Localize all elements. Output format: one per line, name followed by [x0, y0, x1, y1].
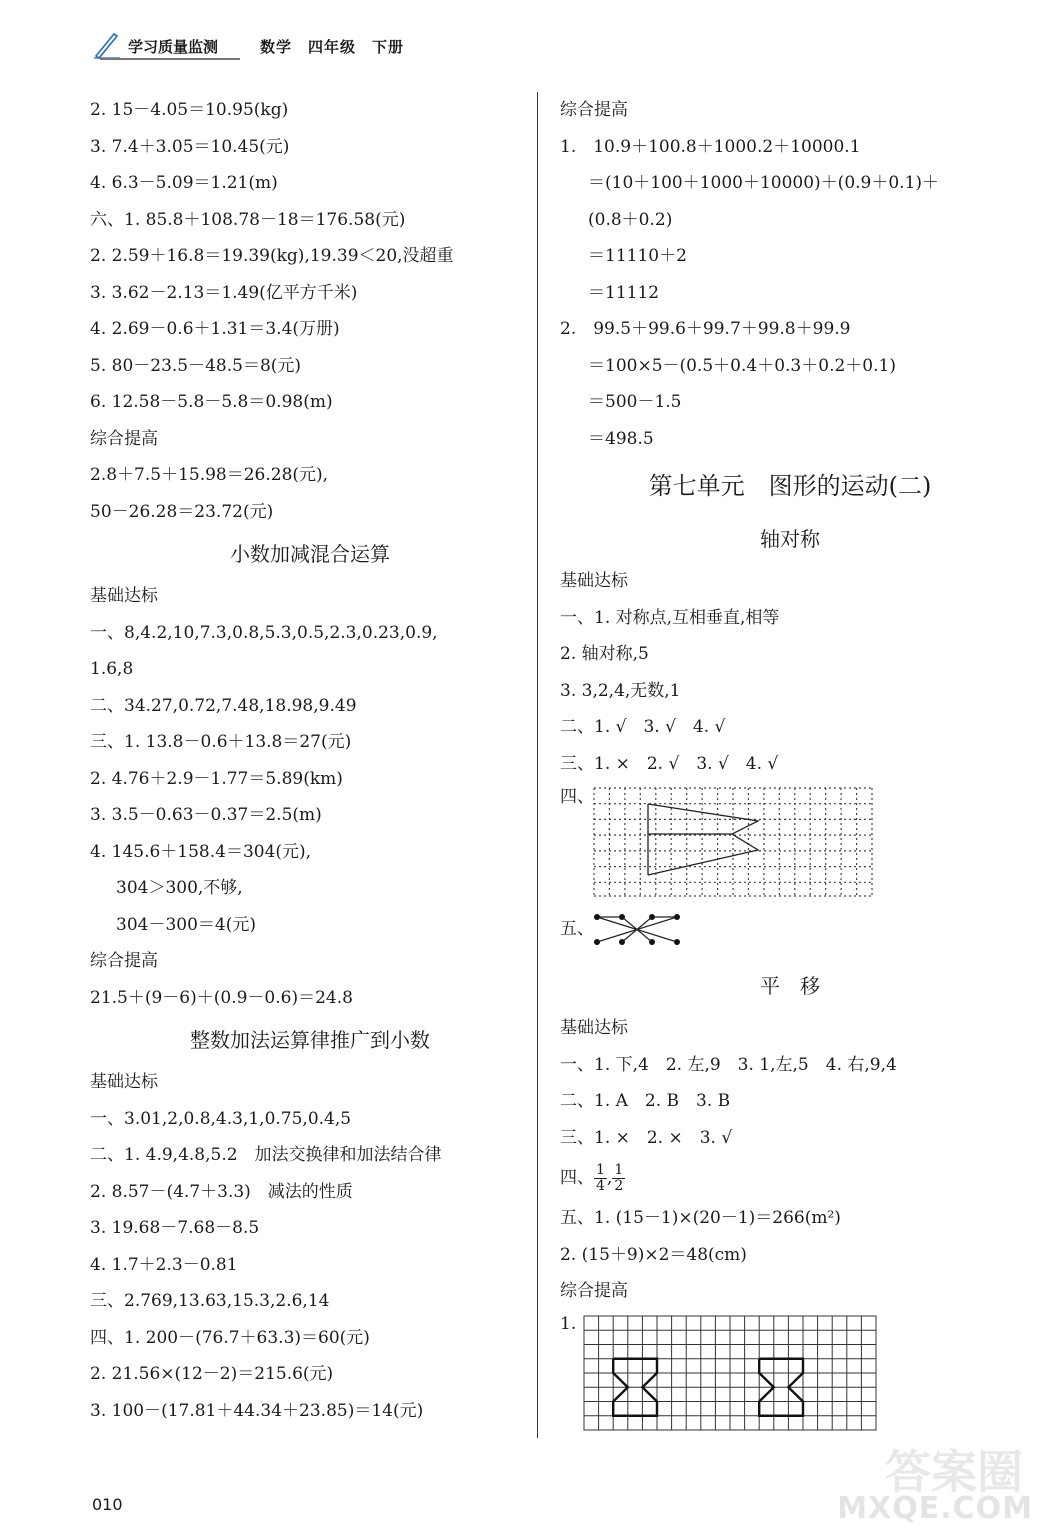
answer-line: ＝498.5 — [588, 428, 654, 449]
answer-line: ＝500－1.5 — [588, 392, 682, 412]
subsection-label: 基础达标 — [560, 571, 628, 591]
square-grid-figure — [582, 1314, 878, 1432]
header-underline — [100, 58, 240, 60]
symmetry-figure — [560, 782, 1020, 910]
answer-line: 3. 3,2,4,无数,1 — [560, 680, 681, 701]
figure-label: 五、 — [560, 919, 594, 939]
answer-line: ＝11112 — [588, 282, 660, 303]
answer-line: 二、34.27,0.72,7.48,18.98,9.49 — [90, 695, 357, 716]
answer-line: 21.5＋(9－6)＋(0.9－0.6)＝24.8 — [90, 987, 353, 1008]
fraction-numerator: 1 — [596, 1162, 605, 1178]
section-title: 整数加法运算律推广到小数 — [190, 1028, 430, 1052]
answer-line: 304＞300,不够, — [116, 878, 243, 898]
answer-line: 3. 19.68－7.68－8.5 — [90, 1218, 260, 1238]
answer-line: 1.6,8 — [90, 659, 134, 679]
pen-icon — [92, 30, 122, 60]
answer-line: 2. 2.59＋16.8＝19.39(kg),19.39＜20,没超重 — [90, 246, 454, 266]
answer-line: 50－26.28＝23.72(元) — [90, 501, 274, 522]
section-title: 轴对称 — [760, 527, 820, 551]
answer-line: 二、1. A 2. B 3. B — [560, 1091, 731, 1111]
answer-line: 304－300＝4(元) — [116, 914, 256, 935]
answer-line: 4. 6.3－5.09＝1.21(m) — [90, 173, 278, 193]
answer-line: ＝100×5－(0.5＋0.4＋0.3＋0.2＋0.1) — [588, 355, 896, 376]
answer-line: 三、1. 13.8－0.6＋13.8＝27(元) — [90, 732, 352, 752]
connected-points-figure — [592, 912, 682, 948]
answer-line: 3. 3.62－2.13＝1.49(亿平方千米) — [90, 282, 358, 303]
answer-line: 三、2.769,13.63,15.3,2.6,14 — [90, 1291, 330, 1311]
answer-line: 3. 100－(17.81＋44.34＋23.85)＝14(元) — [90, 1400, 424, 1421]
answer-line: ＝11110＋2 — [588, 246, 687, 266]
answer-line: 2. 99.5＋99.6＋99.7＋99.8＋99.9 — [560, 319, 851, 339]
fraction — [594, 1163, 607, 1194]
page-header — [92, 28, 412, 64]
answer-line: 6. 12.58－5.8－5.8＝0.98(m) — [90, 392, 333, 412]
answer-line: 3. 7.4＋3.05＝10.45(元) — [90, 136, 290, 157]
fraction — [612, 1163, 625, 1194]
answer-line: 2.8＋7.5＋15.98＝26.28(元), — [90, 465, 329, 485]
answer-line: 二、1. √ 3. √ 4. √ — [560, 717, 726, 737]
answer-line: 1. 10.9＋100.8＋1000.2＋10000.1 — [560, 136, 861, 157]
subsection-label: 基础达标 — [560, 1018, 628, 1038]
section-title: 小数加减混合运算 — [230, 542, 390, 566]
answer-line: 三、1. × 2. √ 3. √ 4. √ — [560, 753, 779, 774]
answer-line: 三、1. × 2. × 3. √ — [560, 1127, 733, 1148]
subsection-label: 综合提高 — [560, 1281, 628, 1301]
answer-line: 2. (15＋9)×2＝48(cm) — [560, 1244, 747, 1265]
matching-figure — [560, 910, 1020, 954]
section-title: 平 移 — [760, 974, 820, 998]
answer-line: 一、1. 对称点,互相垂直,相等 — [560, 607, 780, 628]
unit-title: 第七单元 图形的运动(二) — [648, 472, 932, 500]
dotted-grid-figure — [592, 786, 874, 898]
subsection-label: 基础达标 — [90, 1072, 158, 1092]
answer-line: 一、3.01,2,0.8,4.3,1,0.75,0.4,5 — [90, 1108, 352, 1129]
answer-line: 六、1. 85.8＋108.78－18＝176.58(元) — [90, 209, 406, 230]
answer-line: 四、 $\frac{1}{4}$ , $\frac{1}{2}$ — [560, 1162, 624, 1194]
translation-figure — [560, 1310, 1020, 1434]
answer-line: 一、1. 下,4 2. 左,9 3. 1,左,5 4. 右,9,4 — [560, 1054, 897, 1075]
column-divider — [537, 92, 538, 1438]
subsection-label: 综合提高 — [90, 951, 158, 971]
answer-line: 一、8,4.2,10,7.3,0.8,5.3,0.5,2.3,0.23,0.9, — [90, 622, 438, 643]
answer-line: 二、1. 4.9,4.8,5.2 加法交换律和加法结合律 — [90, 1145, 442, 1165]
fraction-numerator: 1 — [614, 1162, 624, 1178]
answer-line: ＝(10＋100＋1000＋10000)＋(0.9＋0.1)＋ — [588, 173, 940, 193]
symmetric-shape — [648, 804, 758, 875]
answer-line: (0.8＋0.2) — [588, 209, 673, 230]
fraction-denominator: 4 — [596, 1178, 605, 1194]
fraction-denominator: 2 — [614, 1178, 624, 1194]
answer-line: 5. 80－23.5－48.5＝8(元) — [90, 355, 302, 376]
answer-line: 2. 21.56×(12－2)＝215.6(元) — [90, 1364, 334, 1384]
answer-line: 4. 2.69－0.6＋1.31＝3.4(万册) — [90, 319, 340, 339]
subject-title: 数学 四年级 下册 — [260, 38, 405, 56]
answer-line: 3. 3.5－0.63－0.37＝2.5(m) — [90, 805, 322, 825]
answer-line: 2. 8.57－(4.7＋3.3) 减法的性质 — [90, 1181, 353, 1202]
series-title: 学习质量监测 — [128, 38, 219, 56]
answer-line: 四、1. 200－(76.7＋63.3)＝60(元) — [90, 1327, 370, 1348]
left-column — [90, 92, 530, 1429]
watermark-url: MXQE.COM — [837, 1491, 1033, 1526]
subsection-label: 综合提高 — [560, 100, 628, 120]
right-column — [560, 92, 1020, 1434]
question-prefix: 四、 — [560, 1168, 594, 1188]
watermark — [837, 1436, 1033, 1526]
answer-line: 2. 轴对称,5 — [560, 644, 649, 664]
figure-label: 四、 — [560, 787, 594, 807]
answer-line: 4. 145.6＋158.4＝304(元), — [90, 841, 312, 862]
watermark-logo: 答案圈 — [885, 1445, 1023, 1499]
subsection-label: 综合提高 — [90, 428, 158, 449]
figure-label: 1. — [560, 1313, 577, 1334]
subsection-label: 基础达标 — [90, 586, 158, 606]
answer-line: 五、1. (15－1)×(20－1)＝266(m²) — [560, 1208, 841, 1228]
answer-line: 2. 15－4.05＝10.95(kg) — [90, 100, 289, 120]
answer-line: 4. 1.7＋2.3－0.81 — [90, 1254, 238, 1275]
answer-line: 2. 4.76＋2.9－1.77＝5.89(km) — [90, 768, 343, 789]
page-number: 010 — [92, 1495, 123, 1514]
